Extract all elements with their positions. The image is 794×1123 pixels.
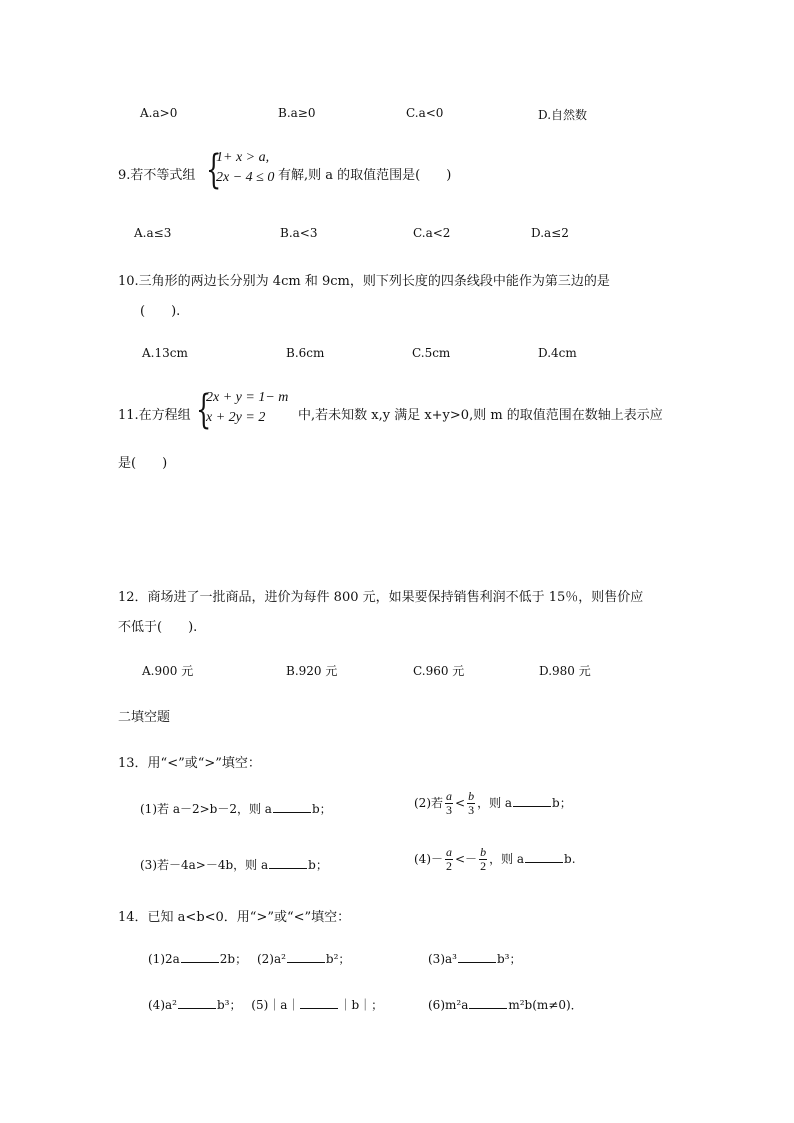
- q13-part1-lead: (1)若: [140, 802, 169, 816]
- fraction-denominator: 2: [480, 859, 487, 873]
- q13-part2-tail: ，则 a: [477, 796, 513, 810]
- q10-option-b: B.6cm: [286, 346, 325, 360]
- q13-part4-tail: ，则 a: [489, 852, 525, 866]
- q11-system: [206, 388, 288, 428]
- q10-option-c: C.5cm: [412, 346, 451, 360]
- q13-part1-expr: a－2>b－2，则 a: [172, 802, 272, 816]
- answer-blank[interactable]: [181, 951, 219, 963]
- q13-part1: [140, 800, 332, 817]
- q13-part2: [414, 790, 572, 817]
- answer-blank[interactable]: [273, 801, 311, 813]
- q12-option-b: B.920 元: [286, 664, 338, 678]
- q11-text-cont: 是( ): [118, 456, 168, 471]
- q13-part3-tail: b；: [308, 858, 328, 872]
- q9-brace: {: [206, 147, 222, 193]
- q9-option-a: A.a≤3: [134, 226, 172, 240]
- q14-part3: (3)a³: [428, 952, 457, 966]
- q10-option-d: D.4cm: [538, 346, 577, 360]
- q14-part4-tail: b³；: [216, 998, 242, 1012]
- q12-option-c: C.960 元: [413, 664, 465, 678]
- fraction: [479, 846, 487, 873]
- q14-part3-wrap: [428, 950, 521, 967]
- less-than-sign: <－: [455, 852, 478, 866]
- q8-option-b: B.a≥0: [278, 106, 316, 120]
- q8-option-d: D.自然数: [538, 108, 588, 122]
- less-than-sign: <: [455, 796, 466, 810]
- q14-part5: (5)｜a｜: [251, 998, 300, 1012]
- q9-option-d: D.a≤2: [531, 226, 569, 240]
- fraction-numerator: b: [468, 789, 475, 803]
- q9-prefix: 9.若不等式组: [118, 168, 196, 183]
- q13-part4: [414, 846, 576, 873]
- answer-blank[interactable]: [525, 851, 563, 863]
- q13-part4-lead: (4)－: [414, 852, 443, 866]
- q11-prefix: 11.在方程组: [118, 408, 191, 423]
- answer-blank[interactable]: [287, 951, 325, 963]
- fraction-denominator: 3: [446, 803, 452, 817]
- answer-blank[interactable]: [178, 997, 216, 1009]
- q13-part3-expr: (3)若－4a>－4b，则 a: [140, 858, 269, 872]
- q9-system: [216, 148, 274, 188]
- q13-part4-end: b.: [564, 852, 576, 866]
- q9-system-line1: 1+ x > a,: [216, 150, 270, 165]
- q9-option-c: C.a<2: [413, 226, 451, 240]
- q13-part2-end: b；: [552, 796, 572, 810]
- fraction-denominator: 2: [446, 859, 452, 873]
- q14-part6-wrap: [428, 996, 583, 1013]
- q11-system-line2: x + 2y = 2: [206, 410, 266, 425]
- q8-option-c: C.a<0: [406, 106, 444, 120]
- answer-blank[interactable]: [469, 997, 507, 1009]
- fraction-numerator: a: [446, 845, 452, 859]
- q13-part3: [140, 856, 328, 873]
- q13-title: 13．用“<”或“>”填空：: [118, 756, 261, 771]
- q12-option-a: A.900 元: [142, 664, 194, 678]
- q10-text: 10.三角形的两边长分别为 4cm 和 9cm，则下列长度的四条线段中能作为第三边的是: [118, 274, 610, 289]
- q13-part2-lead: (2)若: [414, 796, 443, 810]
- q10-option-a: A.13cm: [142, 346, 188, 360]
- q14-part6: (6)m²a: [428, 998, 469, 1012]
- q14-title: 14．已知 a<b<0．用“>”或“<”填空：: [118, 910, 351, 925]
- q12-option-d: D.980 元: [539, 664, 591, 678]
- q8-option-a: A.a>0: [140, 106, 178, 120]
- answer-blank[interactable]: [300, 997, 338, 1009]
- answer-blank[interactable]: [513, 795, 551, 807]
- q11-brace: {: [196, 387, 212, 433]
- q11-suffix: 中,若未知数 x,y 满足 x+y>0,则 m 的取值范围在数轴上表示应: [298, 408, 663, 423]
- q11-system-line1: 2x + y = 1− m: [206, 390, 289, 405]
- q9-suffix: 有解,则 a 的取值范围是( ): [278, 168, 452, 183]
- q9-option-b: B.a<3: [280, 226, 318, 240]
- fraction-denominator: 3: [468, 803, 475, 817]
- q14-part4: (4)a²: [148, 998, 177, 1012]
- q9-system-line2: 2x − 4 ≤ 0: [216, 170, 275, 185]
- q14-part1-tail: 2b；: [219, 952, 248, 966]
- q14-part3-tail: b³；: [496, 952, 522, 966]
- q14-part6-tail: m²b(m≠0)．: [508, 998, 583, 1012]
- fraction-numerator: b: [480, 845, 487, 859]
- q14-part2-tail: b²；: [325, 952, 351, 966]
- answer-blank[interactable]: [458, 951, 496, 963]
- q10-text-cont: ( ).: [140, 304, 181, 319]
- q14-row2: [148, 996, 383, 1013]
- fraction: [467, 790, 475, 817]
- fraction: [445, 846, 453, 873]
- q14-part1: (1)2a: [148, 952, 180, 966]
- q14-part5-tail: ｜b｜；: [339, 998, 384, 1012]
- q14-row1: [148, 950, 350, 967]
- q14-part2: (2)a²: [256, 952, 286, 966]
- q13-part1-tail: b；: [311, 802, 332, 816]
- q12-text: 12．商场进了一批商品，进价为每件 800 元，如果要保持销售利润不低于 15％，则售价应: [118, 590, 644, 605]
- answer-blank[interactable]: [269, 857, 307, 869]
- fraction-numerator: a: [446, 789, 452, 803]
- section-title: 二填空题: [118, 710, 171, 725]
- fraction: [445, 790, 453, 817]
- q12-text-cont: 不低于( ).: [118, 620, 198, 635]
